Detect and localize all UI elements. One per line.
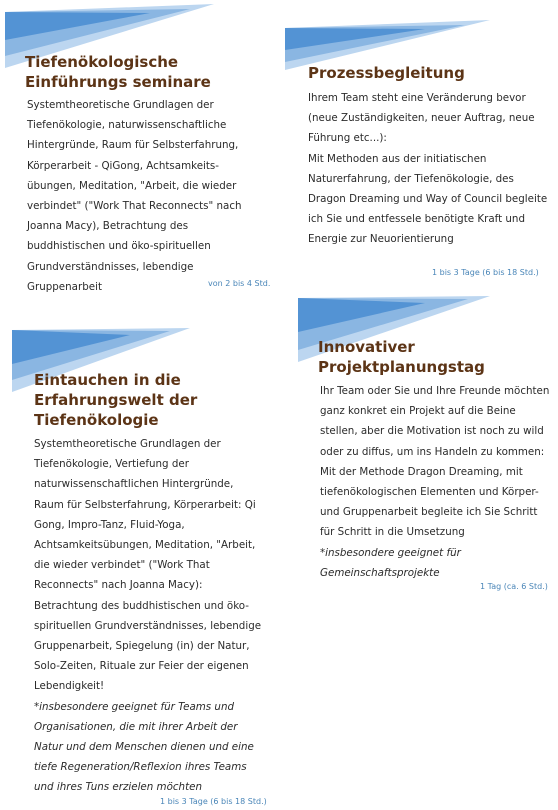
card-paragraph: Mit Methoden aus der initiatischen Naturerfahrung, der Tiefenökologie, des Dragon Dreaming und Way of Council begleite ich Sie und entfessele benötigte Kraft und Energie zur Neuorientierung <box>308 152 548 246</box>
card-einfuehrungsseminare <box>0 0 280 300</box>
card-description <box>34 434 266 798</box>
duration-label: 1 bis 3 Tage (6 bis 18 Std.) <box>160 797 267 806</box>
card-projektplanungstag <box>290 290 558 610</box>
card-description <box>320 381 552 583</box>
duration-label: 1 Tag (ca. 6 Std.) <box>480 582 548 591</box>
card-title: Tiefenökologische Einführungs seminare <box>25 53 211 91</box>
card-note: *insbesondere geeignet für Gemeinschaftsprojekte <box>320 546 461 579</box>
card-description <box>27 95 265 297</box>
card-paragraph: Ihrem Team steht eine Veränderung bevor (neue Zuständigkeiten, neuer Auftrag, neue Führung etc...): <box>308 92 535 145</box>
card-note: *insbesondere geeignet für Teams und Organisationen, die mit ihrer Arbeit der Natur und dem Menschen dienen und eine tiefe Regeneration/Reflexion ihres Teams und ihres Tuns erzielen möchten <box>34 700 254 794</box>
card-paragraph: Ihr Team oder Sie und Ihre Freunde möchten ganz konkret ein Projekt auf die Beine stellen, aber die Motivation ist noch zu wild oder zu diffus, um ins Handeln zu kommen: Mit der Methode Dragon Dreaming, mit tiefenökologischen Elementen und Körper- und Gruppenarbeit begleite ich Sie Schritt für Schritt in die Umsetzung <box>320 385 550 539</box>
card-title: Prozessbegleitung <box>308 64 465 82</box>
card-title: Eintauchen in die Erfahrungswelt der Tiefenökologie <box>34 371 198 429</box>
card-title: Innovativer Projektplanungstag <box>318 338 485 376</box>
card-prozessbegleitung <box>280 0 558 300</box>
card-paragraph: Systemtheoretische Grundlagen der Tiefenökologie, Vertiefung der naturwissenschaftlichen Hintergründe, Raum für Selbsterfahrung, Körperarbeit: Qi Gong, Impro-Tanz, Fluid-Yoga, Achtsamkeitsübungen, Meditation, "Arbeit, die wieder verbindet" ("Work That Reconnects" nach Joanna Macy): Betrachtung des buddhistischen und öko-spirituellen Grundverständnisses, lebendige Gruppenarbeit, Spiegelung (in) der Natur, Solo-Zeiten, Rituale zur Feier der eigenen Lebendigkeit! <box>34 438 262 693</box>
duration-label: 1 bis 3 Tage (6 bis 18 Std.) <box>432 268 539 277</box>
card-eintauchen <box>0 320 290 810</box>
blue-wave-decoration <box>280 0 495 70</box>
card-paragraph: Systemtheoretische Grundlagen der Tiefenökologie, naturwissenschaftliche Hintergründe, Raum für Selbsterfahrung, Körperarbeit - QiGong, Achtsamkeits-übungen, Meditation, "Arbeit, die wieder verbindet" ("Work That Reconnects" nach Joanna Macy), Betrachtung des buddhistischen und öko-spirituellen Grundverständnisses, lebendige Gruppenarbeit <box>27 99 242 293</box>
card-description <box>308 88 553 250</box>
duration-label: von 2 bis 4 Std. <box>208 279 271 288</box>
